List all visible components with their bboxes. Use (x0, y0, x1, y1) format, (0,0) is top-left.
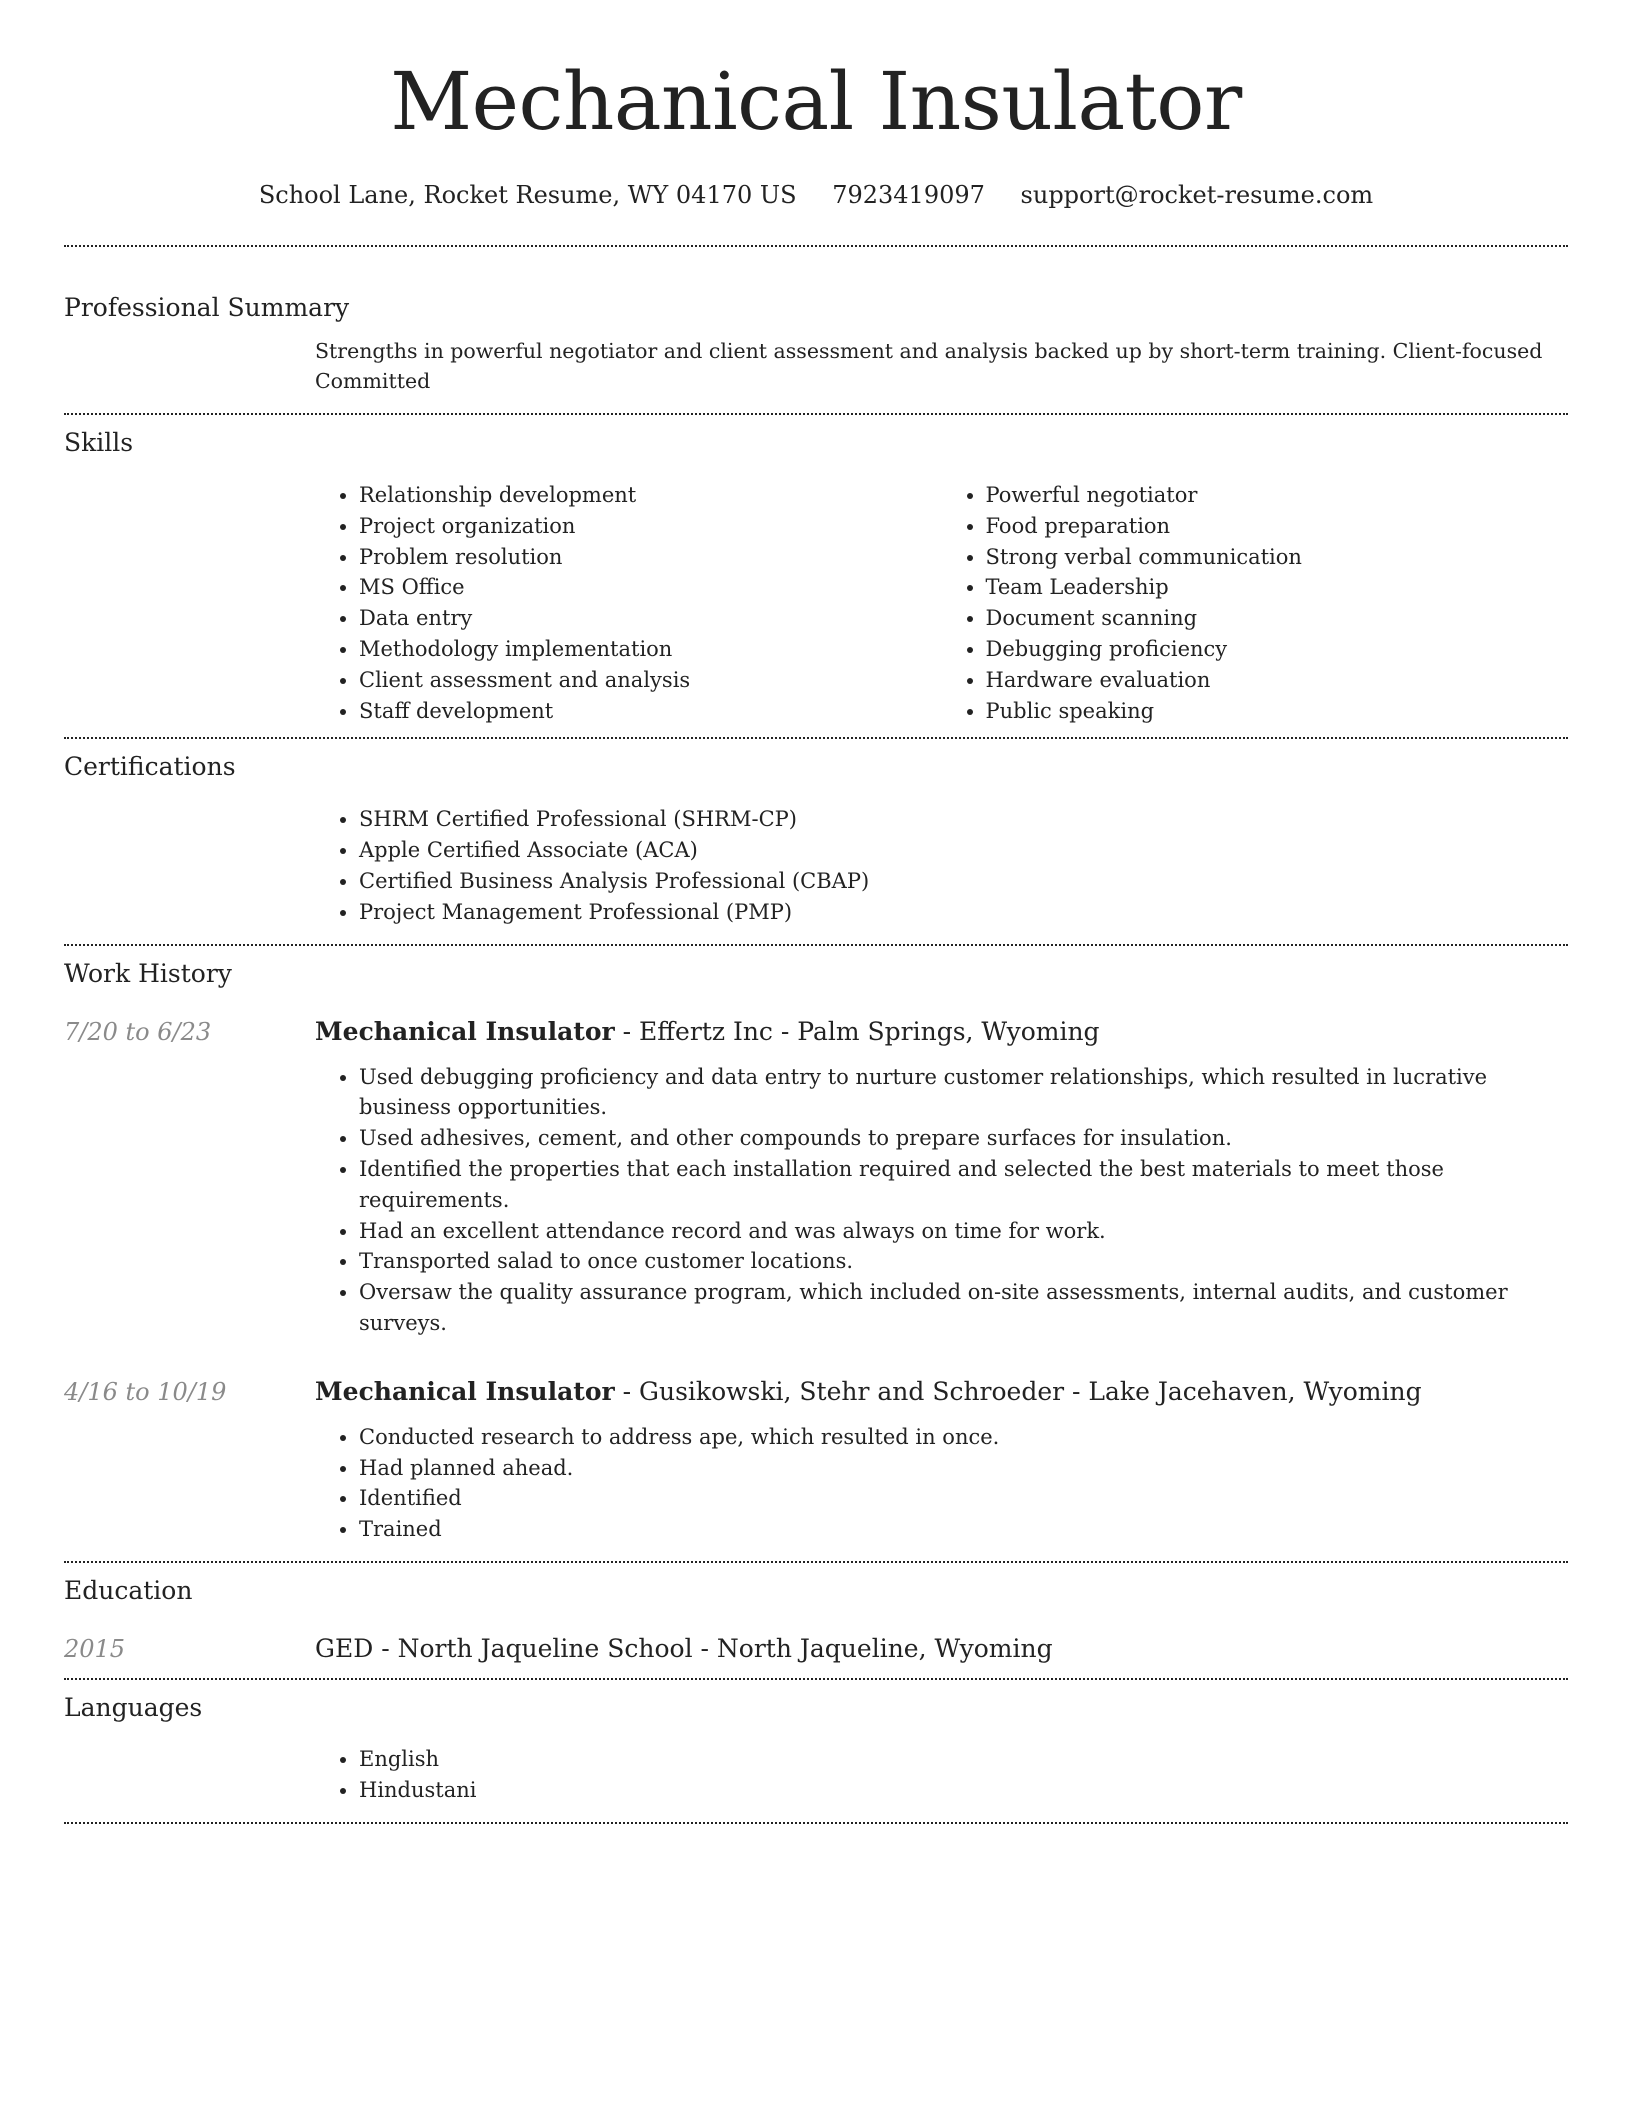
education-entry (64, 1632, 1568, 1678)
languages-section (64, 1680, 1568, 1822)
summary-heading: Professional Summary (64, 293, 350, 322)
list-item: • Apple Certified Associate (ACA) (359, 835, 1568, 866)
candidate-name: Mechanical Insulator (390, 55, 1242, 148)
education-heading: Education (64, 1575, 193, 1605)
job-dates: 4/16 to 10/19 (64, 1377, 227, 1406)
resume-page (64, 0, 1568, 1824)
list-item: • Powerful negotiator (986, 480, 1569, 511)
skills-list-left (315, 480, 942, 726)
job-employer: - Effertz Inc - Palm Springs, Wyoming (614, 1016, 1100, 1046)
job-title (315, 1015, 1568, 1049)
list-item: • Data entry (359, 603, 942, 634)
list-item: • MS Office (359, 572, 942, 603)
list-item: • Team Leadership (986, 572, 1569, 603)
list-item: • Food preparation (986, 511, 1569, 542)
skills-list-right (942, 480, 1569, 726)
list-item: • Oversaw the quality assurance program, which included on-site assessments, internal audits, and customer surveys. (359, 1277, 1568, 1339)
list-item: • Document scanning (986, 603, 1569, 634)
job-dates: 7/20 to 6/23 (64, 1017, 212, 1046)
list-item: • Identified the properties that each installation required and selected the best materials to meet those requirements. (359, 1154, 1568, 1216)
list-item: • Conducted research to address ape, which resulted in once. (359, 1422, 1568, 1453)
job-entry (64, 1015, 1568, 1339)
list-item: • Relationship development (359, 480, 942, 511)
list-item: • Hardware evaluation (986, 665, 1569, 696)
list-item: • Used adhesives, cement, and other compounds to prepare surfaces for insulation. (359, 1123, 1568, 1154)
contact-email[interactable]: support@rocket-resume.com (1020, 181, 1374, 209)
education-year: 2015 (64, 1634, 126, 1663)
skills-heading: Skills (64, 428, 134, 457)
list-item: • Certified Business Analysis Professional (CBAP) (359, 866, 1568, 897)
certifications-section (64, 739, 1568, 943)
job-entry (64, 1375, 1568, 1561)
work-section (64, 946, 1568, 1561)
certifications-heading: Certifications (64, 752, 236, 782)
list-item: • Had an excellent attendance record and was always on time for work. (359, 1216, 1568, 1247)
skills-section (64, 415, 1568, 737)
list-item: • Methodology implementation (359, 634, 942, 665)
list-item: • Project organization (359, 511, 942, 542)
list-item: • Problem resolution (359, 542, 942, 573)
list-item: • Trained (359, 1514, 1568, 1545)
job-role: Mechanical Insulator (315, 1376, 615, 1406)
list-item: • Identified (359, 1483, 1568, 1514)
divider (64, 1822, 1568, 1824)
list-item: • SHRM Certified Professional (SHRM-CP) (359, 804, 1568, 835)
job-duties (315, 1422, 1568, 1561)
list-item: • Staff development (359, 696, 942, 727)
summary-section (64, 247, 1568, 413)
job-duties (315, 1062, 1568, 1339)
list-item: • Used debugging proficiency and data entry to nurture customer relationships, which resulted in lucrative business opportunities. (359, 1062, 1568, 1124)
job-role: Mechanical Insulator (315, 1016, 615, 1046)
list-item: • English (359, 1744, 1568, 1775)
list-item: • Hindustani (359, 1775, 1568, 1806)
languages-list (315, 1744, 1568, 1806)
list-item: • Had planned ahead. (359, 1453, 1568, 1484)
contact-phone: 7923419097 (832, 181, 985, 209)
list-item: • Client assessment and analysis (359, 665, 942, 696)
list-item: • Project Management Professional (PMP) (359, 897, 1568, 928)
languages-heading: Languages (64, 1692, 203, 1722)
contact-line (64, 178, 1568, 212)
contact-address: School Lane, Rocket Resume, WY 04170 US (258, 181, 797, 209)
list-item: • Public speaking (986, 696, 1569, 727)
summary-text: Strengths in powerful negotiator and client assessment and analysis backed up by short-term training. Client-focused Committed (315, 339, 1543, 393)
certifications-list (315, 804, 1568, 927)
list-item: • Strong verbal communication (986, 542, 1569, 573)
list-item: • Transported salad to once customer locations. (359, 1246, 1568, 1277)
education-section (64, 1563, 1568, 1678)
education-detail: GED - North Jaqueline School - North Jaqueline, Wyoming (315, 1633, 1053, 1663)
list-item: • Debugging proficiency (986, 634, 1569, 665)
job-employer: - Gusikowski, Stehr and Schroeder - Lake Jacehaven, Wyoming (614, 1376, 1422, 1406)
job-title (315, 1375, 1568, 1409)
work-heading: Work History (64, 958, 232, 988)
